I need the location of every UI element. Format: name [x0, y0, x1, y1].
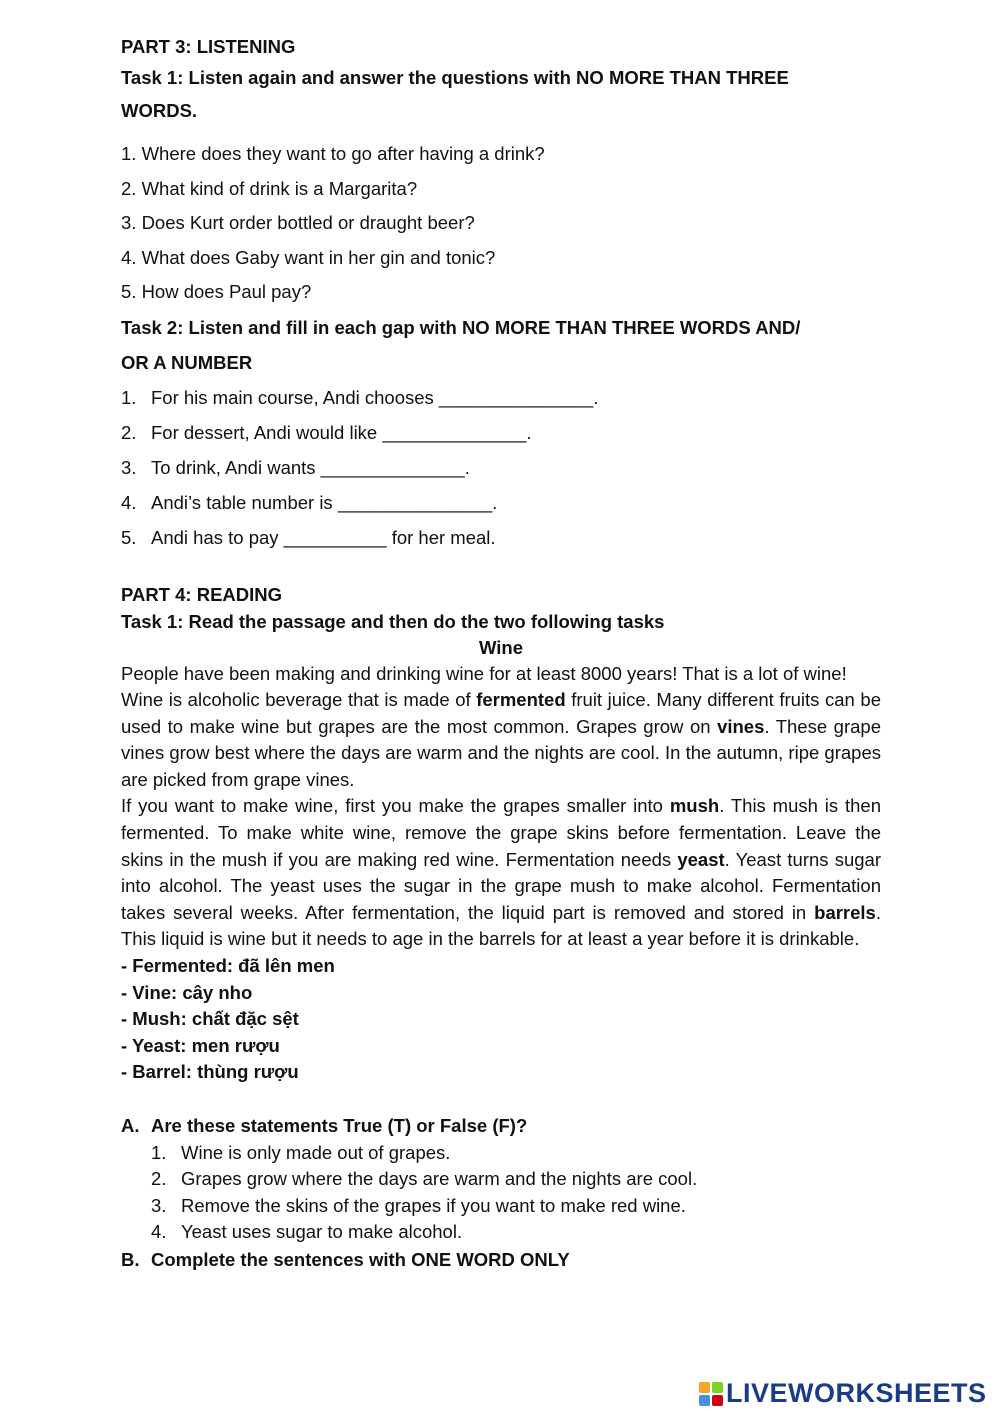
- part4-task1-heading: Task 1: Read the passage and then do the two following tasks: [121, 610, 665, 632]
- passage-paragraph-3: If you want to make wine, first you make the grapes smaller into mush. This mush is then fermented. To make white wine, remove the grape skins before fermentation. Leave the skins in the mush if you are making red wine. Fermentation needs yeast. Yeast turns sugar into alcohol. The yeast uses the sugar in the grape mush to make alcohol. Fermentation takes several weeks. After fermentation, the liquid part is removed and stored in barrels. This liquid is wine but it needs to age in the barrels for at least a year before it is drinkable.: [121, 795, 881, 950]
- vocab-vine: - Vine: cây nho: [121, 981, 253, 1003]
- tf-statement-3: 3. Remove the skins of the grapes if you want to make red wine.: [151, 1194, 686, 1216]
- vocab-mush: - Mush: chất đặc sệt: [121, 1008, 299, 1030]
- question-2: 2. What kind of drink is a Margarita?: [121, 177, 418, 199]
- gap-number: 2.: [121, 421, 137, 443]
- gap-text: To drink, Andi wants ______________.: [151, 456, 470, 478]
- keyword-vines: vines: [717, 715, 765, 737]
- section-spacer: [121, 1086, 881, 1112]
- tf-statement-2: 2. Grapes grow where the days are warm and the nights are cool.: [151, 1168, 698, 1190]
- part3-task1-heading: [121, 65, 881, 131]
- liveworksheets-logo: [699, 1378, 987, 1409]
- gap-item-1: [121, 380, 881, 415]
- task1-heading-line2: WORDS.: [121, 100, 198, 121]
- question-1: 1. Where does they want to go after having a drink?: [121, 143, 545, 164]
- question-4: 4. What does Gaby want in her gin and tonic?: [121, 246, 496, 268]
- keyword-barrels: barrels: [814, 901, 876, 923]
- passage-paragraph-2: Wine is alcoholic beverage that is made of fermented fruit juice. Many different fruits can be used to make wine but grapes are the most common. Grapes grow on vines. These grape vines grow best where the days are warm and the nights are cool. In the autumn, ripe grapes are picked from grape vines.: [121, 689, 881, 790]
- gap-item-3: [121, 450, 881, 485]
- gap-number: 4.: [121, 491, 137, 513]
- vocab-yeast: - Yeast: men rượu: [121, 1034, 280, 1056]
- gap-item-4: [121, 485, 881, 520]
- keyword-fermented: fermented: [476, 689, 566, 711]
- passage-paragraph-1: People have been making and drinking wine for at least 8000 years! That is a lot of wine!: [121, 662, 847, 684]
- gap-number: 3.: [121, 456, 137, 478]
- gap-item-5: [121, 520, 881, 555]
- section-spacer: [121, 555, 881, 581]
- worksheet-page: [121, 35, 881, 1274]
- keyword-mush: mush: [669, 795, 720, 817]
- gap-item-2: [121, 415, 881, 450]
- task2-heading-line2: OR A NUMBER: [121, 351, 253, 373]
- section-a-number: A.: [121, 1114, 140, 1136]
- section-b-heading: [121, 1246, 881, 1274]
- passage-title: Wine: [478, 636, 524, 658]
- vocab-barrel: - Barrel: thùng rượu: [121, 1061, 299, 1083]
- tf-statement-1: 1. Wine is only made out of grapes.: [151, 1141, 451, 1163]
- section-a-heading: [121, 1112, 881, 1140]
- part4-title: PART 4: READING: [121, 583, 283, 605]
- question-5: 5. How does Paul pay?: [121, 281, 312, 302]
- tf-statement-4: 4. Yeast uses sugar to make alcohol.: [151, 1221, 463, 1243]
- part3-title: PART 3: LISTENING: [121, 36, 296, 57]
- gap-number: 5.: [121, 526, 137, 548]
- part3-task2-heading: [121, 310, 881, 380]
- section-b-number: B.: [121, 1248, 140, 1270]
- section-b-title: Complete the sentences with ONE WORD ONLY: [151, 1248, 570, 1270]
- gap-text: For his main course, Andi chooses _______________.: [151, 386, 599, 408]
- task1-heading-line1: Task 1: Listen again and answer the questions with NO MORE THAN THREE: [121, 67, 789, 88]
- gap-text: Andi’s table number is _______________.: [151, 491, 498, 513]
- gap-number: 1.: [121, 386, 137, 408]
- task2-heading-line1: Task 2: Listen and fill in each gap with NO MORE THAN THREE WORDS AND/: [121, 316, 801, 338]
- question-3: 3. Does Kurt order bottled or draught beer?: [121, 212, 475, 233]
- logo-mark-icon: [699, 1382, 723, 1406]
- gap-text: For dessert, Andi would like ______________.: [151, 421, 532, 443]
- logo-text: LIVEWORKSHEETS: [726, 1378, 987, 1408]
- vocab-fermented: - Fermented: đã lên men: [121, 955, 335, 977]
- section-a-title: Are these statements True (T) or False (F)?: [151, 1114, 528, 1136]
- gap-text: Andi has to pay __________ for her meal.: [151, 526, 496, 548]
- keyword-yeast: yeast: [677, 848, 725, 870]
